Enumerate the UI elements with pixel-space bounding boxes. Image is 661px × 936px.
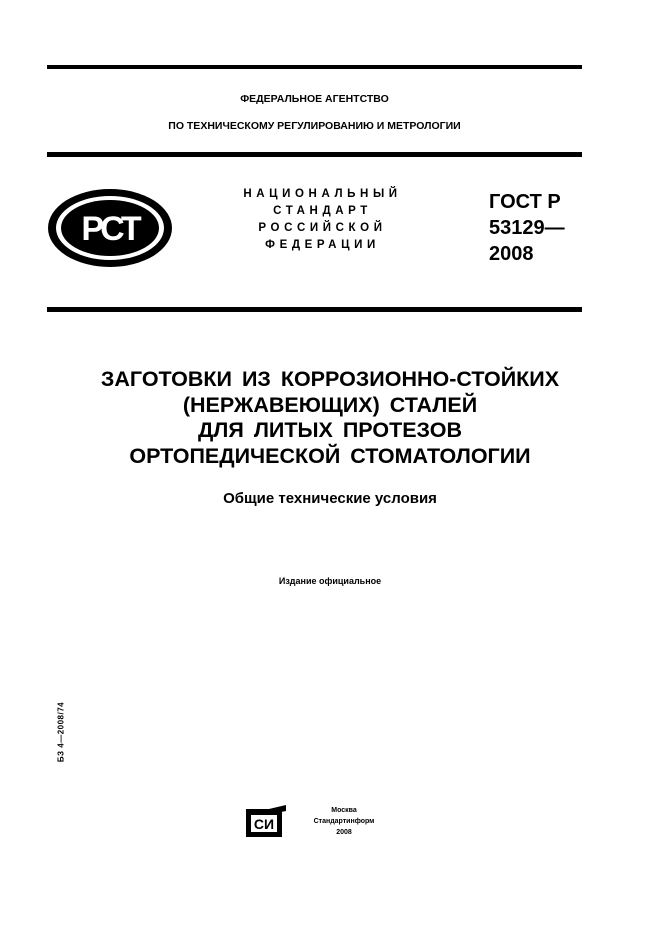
side-code: БЗ 4—2008/74 [56, 701, 66, 763]
rst-logo-icon [47, 188, 173, 268]
title-rule [47, 307, 582, 312]
standard-type-line: РОССИЙСКОЙ [258, 222, 387, 234]
publisher-name: Стандартинформ [313, 818, 375, 825]
document-title [40, 367, 620, 469]
publisher-city: Москва [331, 807, 357, 814]
standard-type-line: ФЕДЕРАЦИИ [265, 239, 380, 251]
agency-line-1: ФЕДЕРАЛЬНОЕ АГЕНТСТВО [240, 93, 389, 105]
title-line: ОРТОПЕДИЧЕСКОЙ СТОМАТОЛОГИИ [129, 443, 531, 468]
publisher-year: 2008 [336, 829, 352, 836]
designation-line: 53129— [489, 217, 565, 239]
agency-line-2: ПО ТЕХНИЧЕСКОМУ РЕГУЛИРОВАНИЮ И МЕТРОЛОГИИ [168, 120, 461, 132]
rst-logo-letters: РСТ [81, 210, 139, 248]
top-rule [47, 65, 582, 69]
title-line: (НЕРЖАВЕЮЩИХ) СТАЛЕЙ [182, 392, 478, 417]
edition-label: Издание официальное [278, 576, 382, 586]
publisher-info [304, 805, 384, 838]
document-subtitle: Общие технические условия [223, 490, 437, 507]
title-line: ДЛЯ ЛИТЫХ ПРОТЕЗОВ [197, 418, 462, 442]
header-rule [47, 152, 582, 157]
standard-type-line: НАЦИОНАЛЬНЫЙ [243, 188, 402, 200]
standard-designation [489, 189, 565, 267]
designation-line: 2008 [489, 243, 534, 265]
publisher-logo-letters: СИ [253, 816, 275, 832]
standard-type-line: СТАНДАРТ [273, 205, 372, 217]
title-line: ЗАГОТОВКИ ИЗ КОРРОЗИОННО-СТОЙКИХ [100, 367, 560, 391]
designation-line: ГОСТ Р [489, 191, 561, 213]
standard-type [225, 186, 420, 254]
publisher-logo-icon [246, 805, 286, 837]
